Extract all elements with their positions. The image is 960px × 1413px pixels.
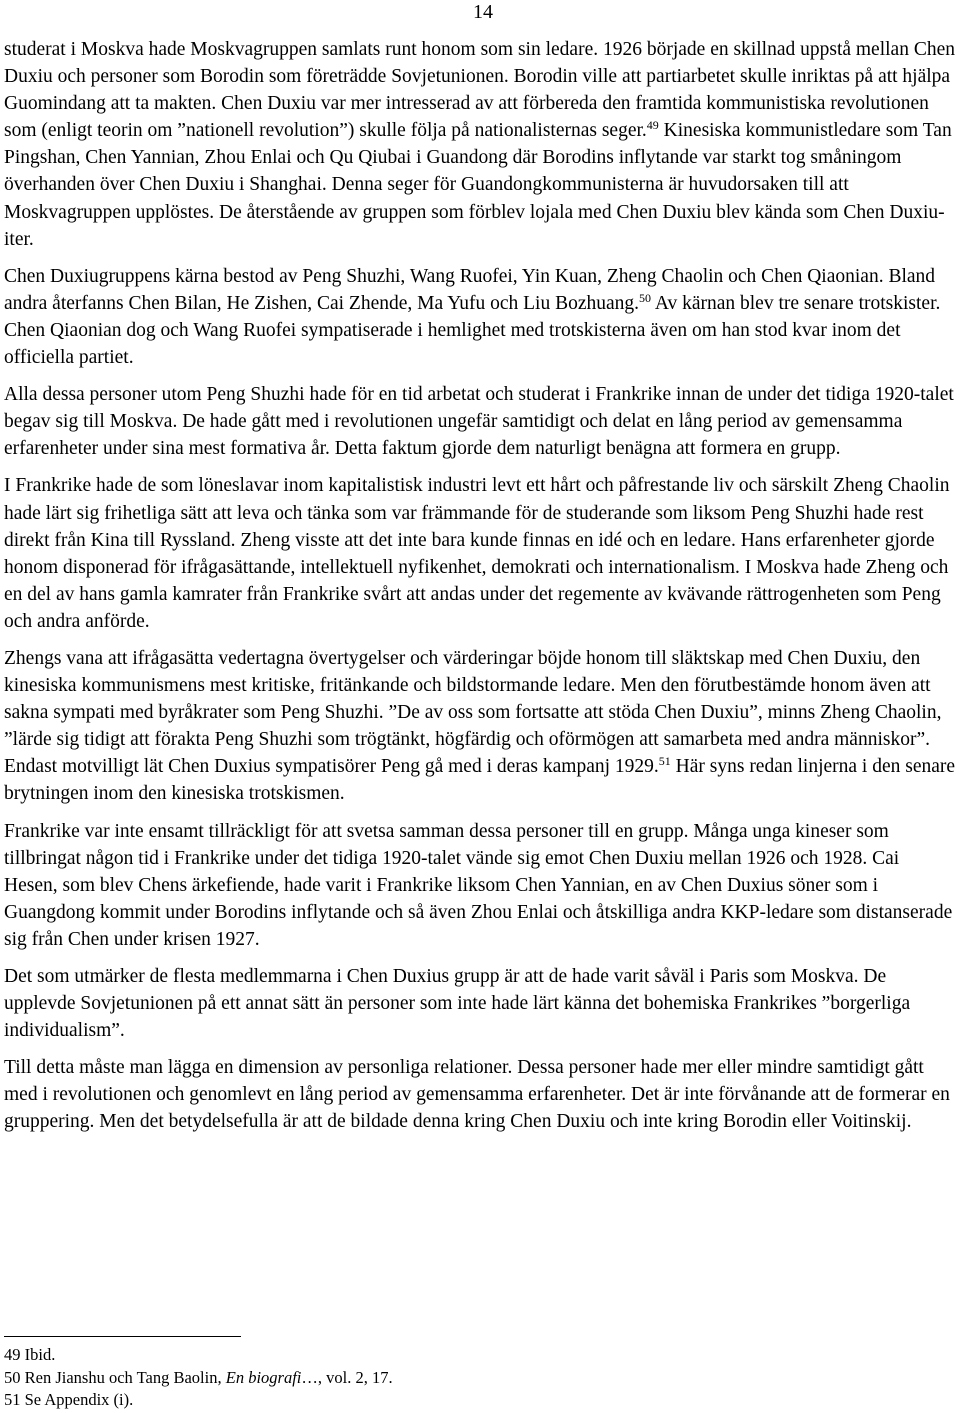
footnote-reference: 49 [646, 118, 659, 133]
paragraph [4, 36, 956, 253]
footnote-reference: 50 [639, 290, 652, 305]
text-run: Frankrike var inte ensamt tillräckligt för att svetsa samman dessa personer till en grupp. Många unga kineser som tillbringat någon tid i Frankrike under det tidiga 1920-talet vände sig emot Chen Duxiu mellan 1926 och 1928. Cai Hesen, som blev Chens ärkefiende, hade varit i Frankrike liksom Chen Yannian, en av Chen Duxius söner som i Guangdong kommit under Borodins inflytande och så även Zhou Enlai och åtskilliga andra KKP-ledare som distanserade sig från Chen under krisen 1927. [4, 820, 953, 950]
body-text [4, 36, 956, 1146]
italic-title: En biografi [225, 1367, 302, 1387]
paragraph [4, 1054, 956, 1135]
text-run: studerat i Moskva hade Moskvagruppen samlats runt honom som sin ledare. 1926 började en skillnad uppstå mellan Chen Duxiu och personer som Borodin som företrädde Sovjetunionen. Borodin ville att partiarbetet skulle inriktas på att hjälpa Guomindang att ta makten. Chen Duxiu var mer intresserad av att förbereda den framtida kommunistiska revolutionen som (enligt teorin om ”nationell revolution”) skulle följa på nationalisternas seger. [4, 39, 955, 142]
footnote [4, 1389, 904, 1412]
page-number: 14 [473, 1, 493, 23]
footnote-reference: 51 [658, 754, 671, 769]
paragraph [4, 263, 956, 371]
paragraph [4, 472, 956, 635]
text-run: Chen Duxiugruppens kärna bestod av Peng Shuzhi, Wang Ruofei, Yin Kuan, Zheng Chaolin och Chen Qiaonian. Bland andra återfanns Chen Bilan, He Zishen, Cai Zhende, Ma Yufu och Liu Bozhuang. [4, 265, 936, 314]
paragraph [4, 381, 956, 462]
footnote-separator [4, 1336, 241, 1337]
text-run: 49 Ibid. [4, 1345, 56, 1364]
footnotes [4, 1344, 904, 1412]
text-run: Av kärnan blev tre senare trotskister. Chen Qiaonian dog och Wang Ruofei sympatiserade i hemlighet med trotskisterna även om han stod kvar inom det officiella partiet. [4, 292, 941, 369]
text-run: …, vol. 2, 17. [301, 1367, 393, 1387]
paragraph [4, 645, 956, 808]
footnote [4, 1344, 904, 1367]
text-run: 51 Se Appendix (i). [4, 1390, 134, 1409]
text-run: Zhengs vana att ifrågasätta vedertagna övertygelser och värderingar böjde honom till släktskap med Chen Duxiu, den kinesiska kommunismens mest kritiske, fritänkande och bildstormande ledare. Men den förutbestämde honom även att sakna sympati med byråkrater som Peng Shuzhi. ”De av oss som fortsatte att stöda Chen Duxiu”, minns Zheng Chaolin, ”lärde sig tidigt att förakta Peng Shuzhi som trögtänkt, högfärdig och oförmögen att samarbeta med andra människor”. Endast motvilligt lät Chen Duxius sympatisörer Peng gå med i deras kampanj 1929. [4, 647, 942, 778]
text-run: Det som utmärker de flesta medlemmarna i Chen Duxius grupp är att de hade varit såväl i Paris som Moskva. De upplevde Sovjetunionen på ett annat sätt än personer som inte hade lärt känna det bohemiska Frankrikes ”borgerliga individualism”. [4, 966, 911, 1042]
text-run: I Frankrike hade de som löneslavar inom kapitalistisk industri levt ett hårt och påfrestande liv och särskilt Zheng Chaolin hade lärt sig frihetliga sätt att leva och tänka som var främmande för de studerande som liksom Peng Shuzhi hade rest direkt från Kina till Ryssland. Zheng visste att det inte bara kunde finnas en idé och en ledare. Hans erfarenheter gjorde honom disponerad för ifrågasättande, intellektuell nyfikenhet, demokrati och internationalism. I Moskva hade Zheng och en del av hans gamla kamrater från Frankrike svårt att andas under det regemente av kvävande rättrogenheten som Peng och andra anförde. [4, 475, 950, 632]
text-run: 50 Ren Jianshu och Tang Baolin, [4, 1367, 226, 1387]
text-run: Alla dessa personer utom Peng Shuzhi hade för en tid arbetat och studerat i Frankrike innan de under det tidiga 1920-talet begav sig till Moskva. De hade gått med i revolutionen ungefär samtidigt och delat en lång period av gemensamma erfarenheter under sina mest formativa år. Detta faktum gjorde dem naturligt benägna att formera en grupp. [4, 384, 954, 460]
paragraph [4, 818, 956, 953]
text-run: Kinesiska kommunistledare som Tan Pingshan, Chen Yannian, Zhou Enlai och Qu Qiubai i Guandong där Borodins inflytande var starkt tog småningom överhanden över Chen Duxiu i Shanghai. Denna seger för Guandongkommunisterna är huvudorsaken till att Moskvagruppen upplöstes. De återstående av gruppen som förblev lojala med Chen Duxiu blev kända som Chen Duxiu-iter. [4, 120, 952, 250]
text-run: Till detta måste man lägga en dimension av personliga relationer. Dessa personer hade mer eller mindre samtidigt gått med i revolutionen och genomlevt en lång period av gemensamma erfarenheter. Det är inte förvånande att de formerar en gruppering. Men det betydelsefulla är att de bildade denna kring Chen Duxiu och inte kring Borodin eller Voitinskij. [4, 1057, 950, 1133]
text-run: Här syns redan linjerna i den senare brytningen inom den kinesiska trotskismen. [4, 756, 956, 805]
paragraph [4, 963, 956, 1044]
footnote [4, 1367, 904, 1390]
